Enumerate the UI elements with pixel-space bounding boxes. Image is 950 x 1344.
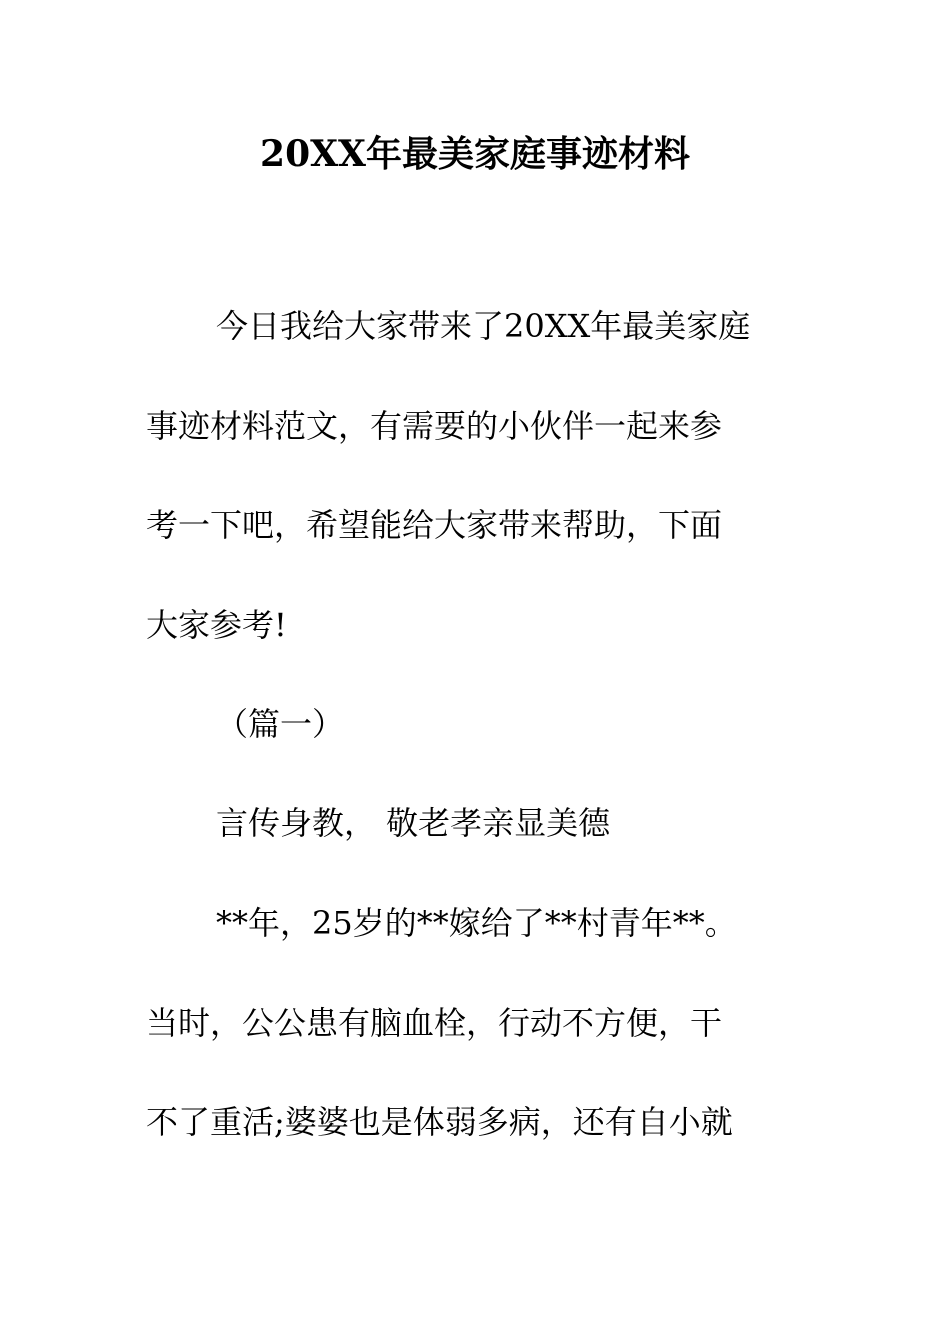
paragraph-line: 大家参考! (146, 606, 287, 644)
paragraph-line: 今日我给大家带来了20XX年最美家庭 (216, 307, 751, 345)
document-title: 20XX年最美家庭事迹材料 (260, 133, 690, 175)
paragraph-line: 言传身教， 敬老孝亲显美德 (216, 804, 611, 842)
section-heading: （篇一） (216, 705, 345, 743)
paragraph-line: 事迹材料范文，有需要的小伙伴一起来参 (146, 407, 723, 445)
paragraph-line: 当时，公公患有脑血栓，行动不方便，干 (146, 1004, 723, 1042)
paragraph-line: **年，25岁的**嫁给了**村青年**。 (216, 904, 737, 942)
paragraph-line: 不了重活;婆婆也是体弱多病，还有自小就 (146, 1103, 733, 1141)
paragraph-line: 考一下吧，希望能给大家带来帮助，下面 (146, 506, 723, 544)
